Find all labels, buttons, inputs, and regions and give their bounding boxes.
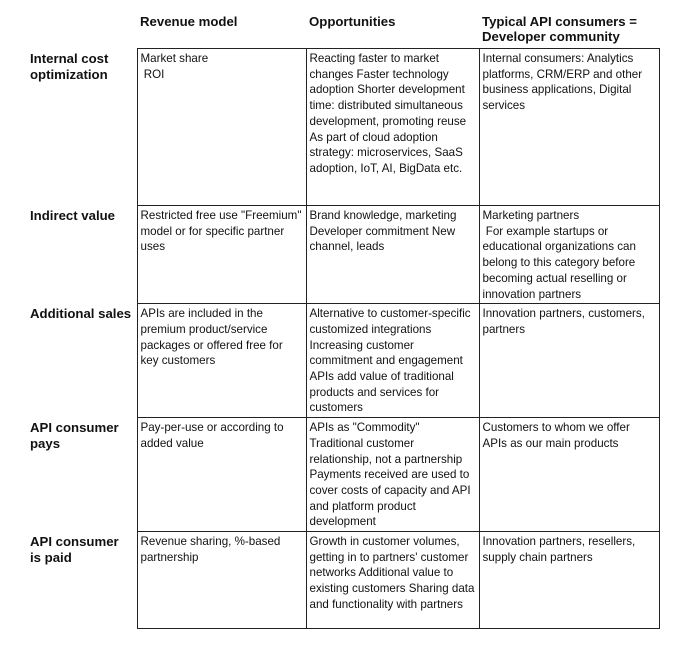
- opportunities-cell: Brand knowledge, marketing Developer commitment New channel, leads: [306, 206, 479, 304]
- row-label: API consumer is paid: [30, 532, 137, 629]
- revenue-model-cell: Restricted free use "Freemium" model or for specific partner uses: [137, 206, 306, 304]
- table-row: [30, 206, 659, 304]
- table-row: [30, 49, 659, 206]
- revenue-model-cell: APIs are included in the premium product/service packages or offered free for key customers: [137, 304, 306, 418]
- opportunities-cell: APIs as "Commodity" Traditional customer relationship, not a partnership Payments received are used to cover costs of capacity and API and platform product development: [306, 418, 479, 532]
- row-label: Indirect value: [30, 206, 137, 304]
- row-label: API consumer pays: [30, 418, 137, 532]
- opportunities-cell: Growth in customer volumes, getting in to partners' customer networks Additional value to existing customers Sharing data and functionality with partners: [306, 532, 479, 629]
- consumers-cell: Innovation partners, resellers, supply chain partners: [479, 532, 659, 629]
- row-label: Additional sales: [30, 304, 137, 418]
- table-row: [30, 418, 659, 532]
- header-row: [30, 12, 659, 49]
- revenue-model-cell: Market share ROI: [137, 49, 306, 206]
- consumers-cell: Customers to whom we offer APIs as our main products: [479, 418, 659, 532]
- row-label: Internal cost optimization: [30, 49, 137, 206]
- table-row: [30, 304, 659, 418]
- consumers-cell: Innovation partners, customers, partners: [479, 304, 659, 418]
- opportunities-cell: Alternative to customer-specific customized integrations Increasing customer commitment and engagement APIs add value of traditional products and services for customers: [306, 304, 479, 418]
- header-revenue-model: Revenue model: [137, 12, 306, 49]
- business-model-table-container: [30, 12, 660, 629]
- revenue-model-cell: Revenue sharing, %-based partnership: [137, 532, 306, 629]
- consumers-cell: Internal consumers: Analytics platforms, CRM/ERP and other business applications, Digital services: [479, 49, 659, 206]
- table-row: [30, 532, 659, 629]
- revenue-model-cell: Pay-per-use or according to added value: [137, 418, 306, 532]
- header-opportunities: Opportunities: [306, 12, 479, 49]
- opportunities-cell: Reacting faster to market changes Faster technology adoption Shorter development time: distributed simultaneous development, promoting reuse As part of cloud adoption strategy: microservices, SaaS adoption, IoT, AI, BigData etc.: [306, 49, 479, 206]
- header-api-consumers: Typical API consumers = Developer community: [479, 12, 659, 49]
- consumers-cell: Marketing partners For example startups or educational organizations can belong to this category before becoming actual reselling or innovation partners: [479, 206, 659, 304]
- api-business-model-table: [30, 12, 660, 629]
- header-corner: [30, 12, 137, 49]
